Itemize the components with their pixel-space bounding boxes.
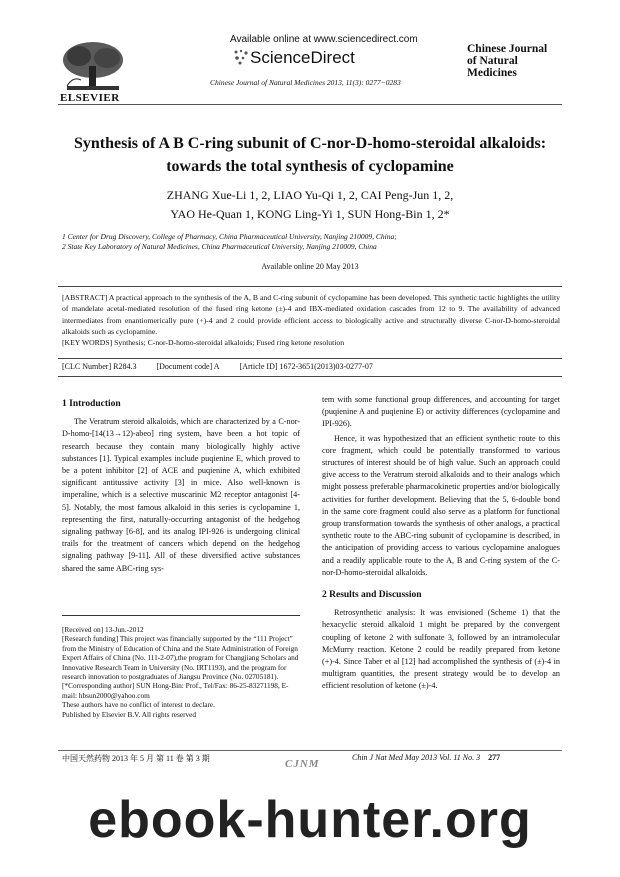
- footnotes: [62, 625, 300, 719]
- clc-number: [CLC Number] R284.3: [62, 362, 137, 371]
- received-note: [Received on] 13-Jun.-2012: [62, 625, 144, 634]
- sciencedirect-logo: ScienceDirect: [250, 48, 355, 67]
- results-heading: 2 Results and Discussion: [322, 590, 422, 601]
- left-column: [62, 398, 300, 575]
- journal-title: Chinese Journal of Natural Medicines: [467, 43, 548, 79]
- publisher-name: ELSEVIER: [60, 92, 120, 104]
- elsevier-tree-logo: [57, 40, 129, 98]
- watermark-text: ebook-hunter.org: [88, 791, 532, 849]
- intro-paragraph: The Veratrum steroid alkaloids, which are characterized by a C-nor-D-homo-[14(13→12)-abeo] ring system, have been a hot topic of research because they contain many biologically highly active substances [1]. Typical examples include puqienine E, which proved to be a potent inhibitor [2] of ACE and puqienine A, which exhibited significant antitussive activity [3] in mice. Also well-known is imperaline, which is a selective muscarinic M2 receptor antagonist [4-5]. Notably, the most famous alkaloid in this series is cyclopamine 1, representing the first, naturally-occurring antagonist of the hedgehog signaling pathway [6-8], and its analog IPI-926 is undergoing clinical trails for the treatment of cancers which depend on the hedgehog signaling pathway [9-11]. All of these diversified active substances shared the same ABC-ring sys-: [62, 417, 300, 573]
- article-id: [Article ID] 1672-3651(2013)03-0277-07: [239, 362, 373, 371]
- footer-citation-text: Chin J Nat Med May 2013 Vol. 11 No. 3: [352, 753, 481, 762]
- abstract-top-rule: [58, 286, 562, 287]
- abstract-text: [ABSTRACT] A practical approach to the synthesis of the A, B and C-ring subunit of cyclopamine has been developed. This synthetic tactic highlights the utility of mandelate acetal-mediated resolution of the fused ring ketone (±)-4 and IBX-mediated oxidation cascades from 12 to 9. The availability of advanced intermediates from enantiomerically pure (+)-4 and 2 could provide efficient access to biologically active and structurally diverse C-nor-D-homo-steroidal alkaloids such as cyclopamine.: [62, 293, 560, 336]
- conflict-note: These authors have no conflict of interest to declare.: [62, 700, 215, 710]
- affiliations: [62, 232, 562, 252]
- right-paragraph-1: Hence, it was hypothesized that an efficient synthetic route to this core fragment, which could be potentially transformed to various structures of interest should be of high value. Such an approach could give access to the Veratrum steroid alkaloids and to their analogs which might possess preferable pharmacokinetic properties and/or biologically activities for further development. Believing that the 5, 6-double bond in the same core fragment could also serve as a platform for functional group transformation towards the synthesis of other analogs, a practical synthetic route to the ABC-ring subunit of cyclopamine is described, in the anticipation of providing access to various cyclopamine analogues and a readily applicable route to the A, B and C-ring system of the C-nor-D-homo-steroidal alkaloids.: [322, 433, 560, 577]
- footnote-divider: [62, 615, 300, 616]
- published-note: Published by Elsevier B.V. All rights reserved: [62, 709, 197, 719]
- right-paragraph-0: tem with some functional group differences, and accounting for target (puqienine A and puqienine E) or activity differences (cyclopamine and IPI-926).: [322, 395, 560, 429]
- sciencedirect-dots-icon: [232, 48, 250, 66]
- affiliation-2: 2 State Key Laboratory of Natural Medicines, China Pharmaceutical University, Nanjing 210009, China: [62, 242, 377, 251]
- article-title: Synthesis of A B C-ring subunit of C-nor-D-homo-steroidal alkaloids: towards the total synthesis of cyclopamine: [73, 135, 547, 175]
- available-online-date: Available online 20 May 2013: [261, 262, 359, 271]
- header-divider: [58, 104, 562, 105]
- abstract-bottom-rule: [58, 358, 562, 359]
- journal-citation: Chinese Journal of Natural Medicines 2013, 11(3): 0277−0283: [210, 78, 401, 87]
- right-column: [322, 394, 560, 693]
- footer-divider: [58, 750, 562, 751]
- footer-english-citation: [352, 753, 500, 762]
- page-number: 277: [488, 753, 501, 762]
- authors-line-2: YAO He-Quan 1, KONG Ling-Yi 1, SUN Hong-Bin 1, 2*: [170, 207, 450, 221]
- funding-note: [Research funding] This project was financially supported by the “111 Project” from the Ministry of Education of China and the State Administration of Foreign Expert Affairs of China (No. 111-2-07),the program for Changjiang Scholars and Innovative Research Team in University (No. IRT1193), and the program for research innovation to postgraduates of Jiangsu Province (No. 02705181).: [62, 634, 299, 682]
- results-paragraph: Retrosynthetic analysis: It was envisioned (Scheme 1) that the hexacyclic steroid alkaloid 1 might be prepared by the convergent coupling of ketone 2 with sulfonate 3, followed by an intramolecular McMurry reaction. Ketone 2 could be readily prepared from ketone (+)-4. Since Taber et al [12] had accomplished the synthesis of (±)-4 in multigram quantities, the present strategy would be to develop an efficient resolution of ketone (±)-4.: [322, 608, 560, 691]
- authors-line-1: ZHANG Xue-Li 1, 2, LIAO Yu-Qi 1, 2, CAI Peng-Jun 1, 2,: [166, 188, 454, 202]
- document-code: [Document code] A: [156, 362, 220, 371]
- affiliation-1: 1 Center for Drug Discovery, College of Pharmacy, China Pharmaceutical University, Nanjing 210009, China;: [62, 232, 397, 241]
- classification-rule: [58, 376, 562, 377]
- keywords-text: [KEY WORDS] Synthesis; C-nor-D-homo-steroidal alkaloids; Fused ring ketone resolution: [62, 338, 345, 348]
- available-online-text: Available online at www.sciencedirect.com: [230, 34, 418, 45]
- corresponding-note: [*Corresponding author] SUN Hong-Bin: Prof., Tel/Fax: 86-25-83271198, E-mail: hbsun2000@yahoo.com: [62, 681, 289, 700]
- author-list: [60, 186, 560, 224]
- footer-chinese-citation: 中国天然药物 2013 年 5 月 第 11 卷 第 3 期: [62, 754, 210, 763]
- classification-line: [62, 362, 560, 371]
- intro-heading: 1 Introduction: [62, 399, 121, 409]
- cjnm-logo: CJNM: [285, 758, 320, 770]
- abstract-block: [62, 292, 560, 348]
